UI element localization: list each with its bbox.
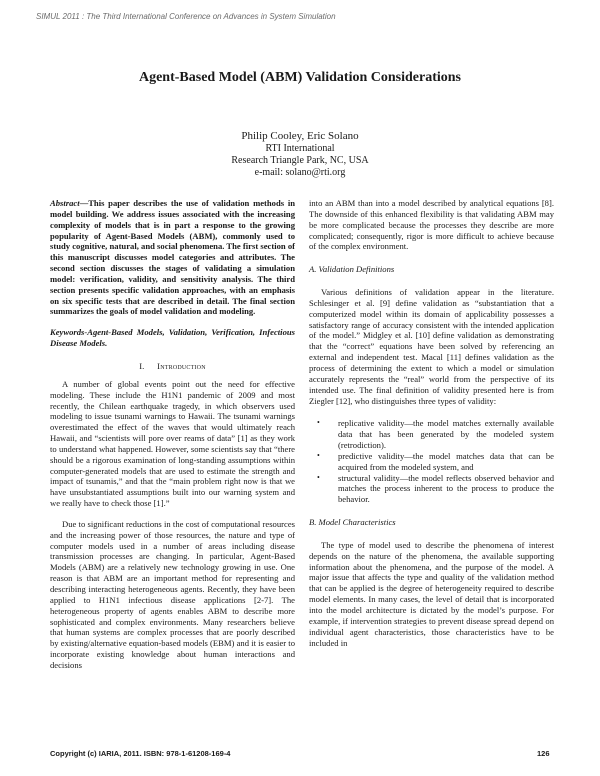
bullet-icon: • [317, 472, 320, 482]
abstract [50, 198, 295, 317]
list-item [309, 451, 554, 473]
intro-paragraph-2-continuation: into an ABM than into a model described by analytical equations [8]. The downside of this enhanced flexibility is that validating ABM may be more complicated because the processes they describe are more complicated; consequently, rigor is more difficult to achieve because of the complex environment. [309, 198, 554, 252]
list-item [309, 473, 554, 506]
list-item-text: replicative validity—the model matches externally available data that has been generated by the modeled system (retrodiction). [338, 418, 554, 451]
bullet-icon: • [317, 418, 320, 428]
author-email: e-mail: solano@rti.org [254, 167, 346, 178]
subsection-heading-validation-definitions: A. Validation Definitions [309, 264, 395, 275]
abstract-lead: Abstract [50, 198, 80, 208]
section-title: Introduction [157, 360, 206, 371]
list-item-text: predictive validity—the model matches data that can be acquired from the modeled system, and [338, 450, 554, 472]
author-block [0, 130, 600, 179]
right-column [309, 198, 554, 648]
intro-paragraph-2: Due to significant reductions in the cost of computational resources and the increasing power of those resources, the nature and type of computer models used in a number of areas including disease transmission processes are changing. In particular, Agent-Based Models (ABM) are a relatively new technology growing in use. One reason is that ABM are an important method for representing and describing interacting heterogeneous agents. Recently, they have been applied to H1N1 infectious disease applications [2-7]. The heterogeneous property of agents enables ABM to describe more sophisticated and complex environments. Many researchers believe that human systems are complex processes that are poorly described by existing/alternative equation-based models (EBM) and it is easier to incorporate existing knowledge about human interactions and decisions [50, 518, 295, 670]
author-names: Philip Cooley, Eric Solano [241, 130, 359, 142]
abstract-text: —This paper describes the use of validation methods in model building. We address issues associated with the increasing complexity of models that is in part a response to the growing popularity of Agent-Based Models (ABM), commonly used to study cognitive, natural, and social phenomena. The first section of this manuscript discusses model categories and attributes. The second section discusses the stages of validating a simulation model: verification, validity, and sensitivity analysis. The third section presents specific validation approaches, with an emphasis on six specific tests that are described in detail. The final section summarizes the goals of model validation and modeling. [50, 198, 295, 317]
validity-types-list [309, 418, 554, 505]
section-heading-introduction [50, 361, 295, 372]
running-header: SIMUL 2011 : The Third International Conference on Advances in System Simulation [36, 12, 336, 21]
list-item-text: structural validity—the model reflects observed behavior and matches the process inherent to the process to produce the behavior. [338, 472, 554, 505]
intro-paragraph-1: A number of global events point out the need for effective modeling. These include the H1N1 pandemic of 2009 and most recently, the Chilean earthquake tragedy, in which observers used modeling to issue tsunami warnings to Hawaii. The tsunami warnings overestimated the effect of the waves that would ultimately reach Hawaii, and “scientists will pore over reams of data” [1] as they work to understand what happened. However, some scientists say that “there should be a rigorous examination of long-standing assumptions within computer-generated models that are used to estimate the strength and impact of tsunamis,” and that the “main problem right now is that we have unsubstantiated assumptions built into our warning system and we really have to check those [1].” [50, 378, 295, 509]
left-column [50, 198, 295, 671]
list-item [309, 418, 554, 451]
paper-title: Agent-Based Model (ABM) Validation Considerations [138, 70, 462, 85]
validation-definitions-paragraph: Various definitions of validation appear in the literature. Schlesinger et al. [9] define validation as “substantiation that a computerized model within its domain of applicability possesses a satisfactory range of accuracy consistent with the intended application of the model.” Midgley et al. [10] define validation as demonstrating that the “correct” equations have been solved by referencing an external and independent test. Macal [11] defines validation as the process of determining the extent to which a model or simulation accurately represents the “real” world from the perspective of its intended use. The final definition of validity presented here is from Ziegler [12], who distinguishes three types of validity: [309, 287, 554, 406]
section-number: I. [139, 360, 145, 371]
bullet-icon: • [317, 450, 320, 460]
page-number: 126 [537, 749, 550, 758]
affiliation-organization: RTI International [265, 143, 335, 154]
keywords: Keywords-Agent-Based Models, Validation, Verification, Infectious Disease Models. [50, 327, 295, 349]
model-characteristics-paragraph: The type of model used to describe the phenomena of interest depends on the nature of the phenomena, the available supporting information about the phenomena, and the purpose of the model. A major issue that affects the type and quality of the validation method that can be applied is the degree of heterogeneity required to describe model elements. In many cases, the level of detail that is incorporated into the model architecture is dictated by the model’s purpose. For example, if intervention strategies to prevent disease spread depend on individual agent characteristics, those characteristics have to be included in [309, 539, 554, 648]
affiliation-location: Research Triangle Park, NC, USA [231, 155, 369, 166]
footer-copyright: Copyright (c) IARIA, 2011. ISBN: 978-1-61208-169-4 [50, 749, 231, 758]
subsection-heading-model-characteristics: B. Model Characteristics [309, 517, 396, 528]
